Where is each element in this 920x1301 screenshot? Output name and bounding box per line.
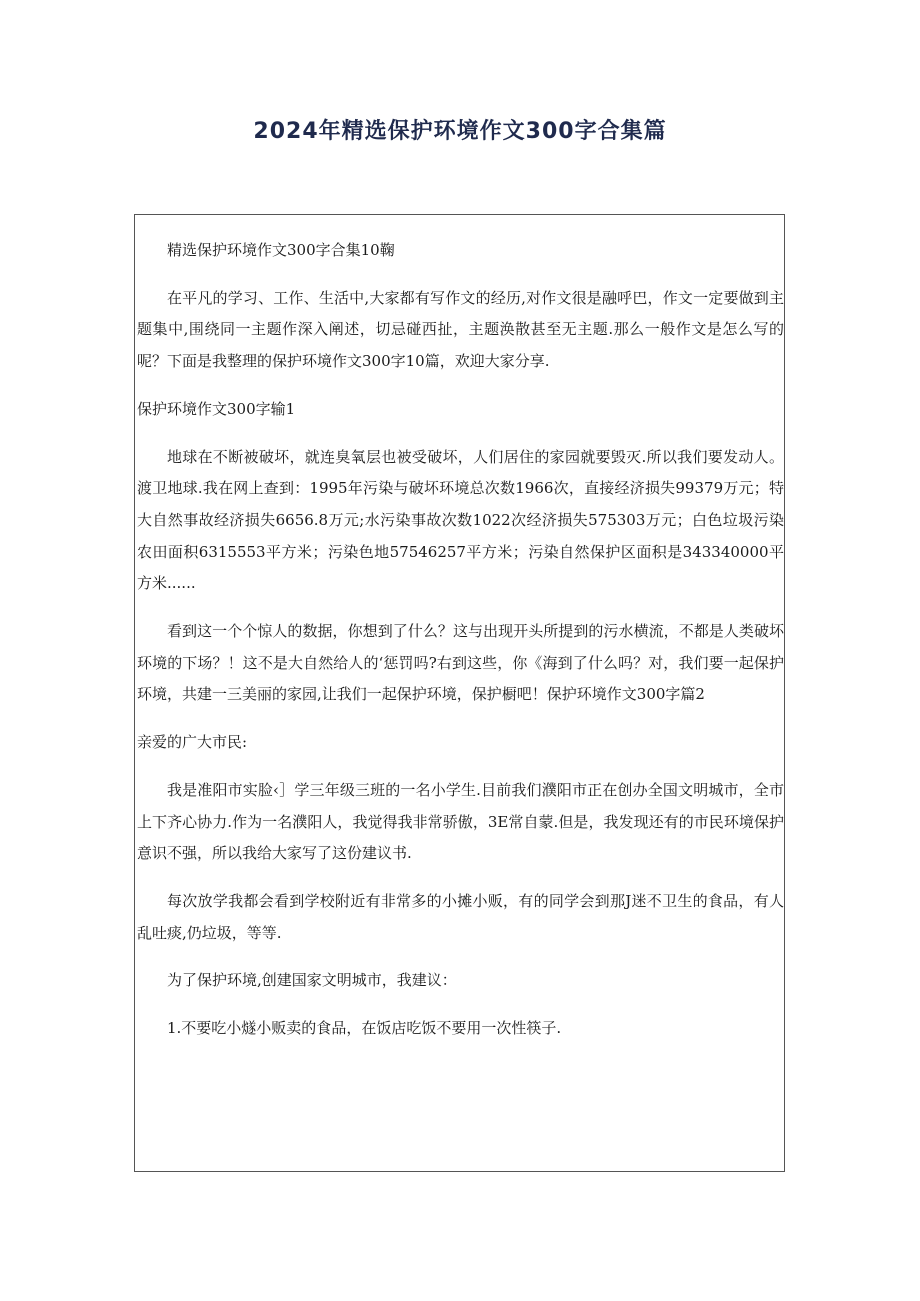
essay-2-greeting: 亲爱的广大市民: [137, 733, 248, 752]
essay-2-paragraph-1: 我是准阳市实脸‹］学三年级三班的一名小学生.目前我们濮阳市正在创办全国文明城市，全市上下齐心协力.作为一名濮阳人，我觉得我非常骄傲，3E常自蒙.但是，我发现还有的市民环境保护意识不强，所以我给大家写了这份建议书. [137, 780, 784, 863]
essay-1-heading: 保护环境作文300字输1 [137, 399, 296, 418]
document-title: 2024年精选保护环境作文300字合集篇 [253, 119, 667, 144]
intro-paragraph: 在平凡的学习、工作、生活中,大家都有写作文的经历,对作文很是融呼巴，作文一定要做到主题集中,围绕同一主题作深入阐述，切忌碰西扯，主题涣散甚至无主题.那么一般作文是怎么写的呢？下面是我整理的保护环境作文300字10篇，欢迎大家分享. [137, 288, 784, 371]
subtitle: 精选保护环境作文300字合集10鞠 [167, 241, 395, 259]
essay-2-paragraph-4: 1.不要吃小燧小贩卖的食品，在饭店吃饭不要用一次性筷子. [167, 1019, 562, 1038]
essay-2-paragraph-3: 为了保护环境,创建国家文明城市，我建议： [167, 971, 457, 990]
essay-2-paragraph-2: 每次放学我都会看到学校附近有非常多的小摊小贩，有的同学会到那J迷不卫生的食品，有人乱吐痰,仍垃圾，等等. [137, 891, 784, 942]
essay-1-paragraph-2: 看到这一个个惊人的数据，你想到了什么？这与出现开头所提到的污水横流，不都是人类破坏环境的下场？！这不是大自然给人的‘惩罚吗?右到这些，你《海到了什么吗？对，我们要一起保护环境，共建一三美丽的家园,让我们一起保护环境，保护橱吧！保护环境作文300字篇2 [137, 622, 784, 704]
content-body [135, 235, 785, 1061]
content-box [134, 214, 785, 1172]
essay-1-paragraph-1: 地球在不断被破坏，就连臭氧层也被受破坏，人们居住的家园就要毁灭.所以我们要发动人。渡卫地球.我在网上查到：1995年污染与破坏环境总次数1966次，直接经济损失99379万元；特大自然事故经济损失6656.8万元;水污染事故次数1022次经济损失575303万元；白色垃圾污染农田面积6315553平方米；污染色地57546257平方米；污染自然保护区面积是343340000平方米...... [137, 447, 784, 593]
